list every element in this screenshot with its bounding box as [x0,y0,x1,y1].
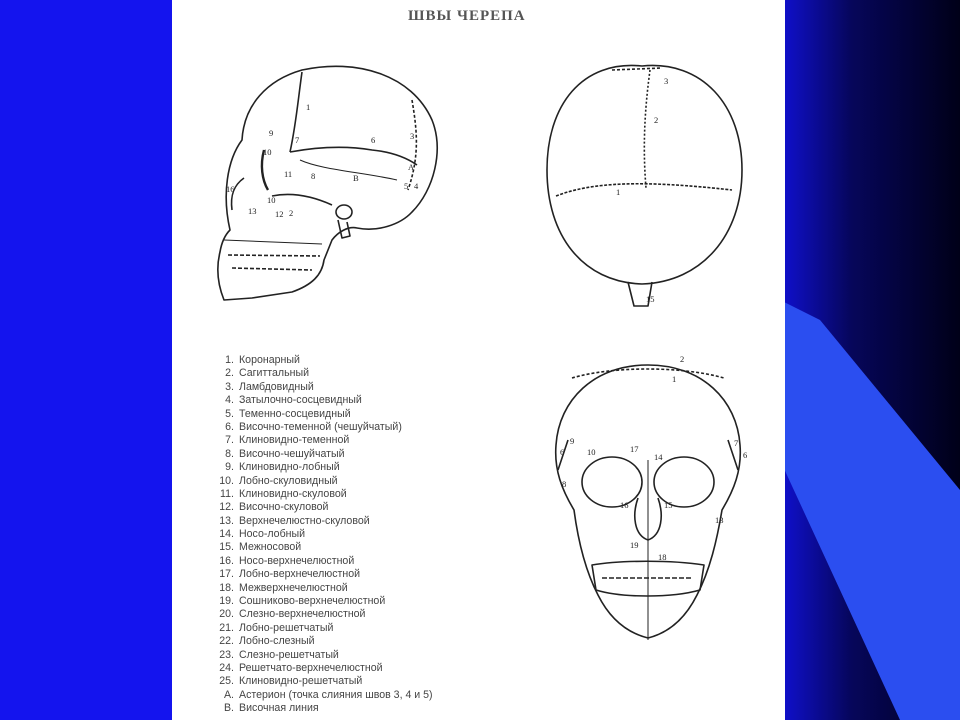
legend-item-text: Лобно-слезный [239,635,315,648]
document-page [172,0,785,720]
label-lateral-2: 2 [289,208,294,218]
legend-item-text: Лобно-скуловидный [239,474,338,487]
legend-item [214,394,433,407]
legend-item-number: 24. [219,661,234,674]
legend-item-number: 10. [219,474,234,487]
legend-item-text: Сагиттальный [239,367,310,380]
legend-item [214,475,433,488]
legend-item [214,568,433,581]
legend-item-number: 7. [225,434,234,447]
label-lateral-6: 6 [371,135,376,145]
label-lateral-11: 11 [284,169,293,179]
legend-item-text: Клиновидно-лобный [239,461,340,474]
label-lateral-A: A [408,162,415,172]
legend-item-text: Височно-теменной (чешуйчатый) [239,420,402,433]
legend-item [214,461,433,474]
legend-item-text: Астерион (точка слияния швов 3, 4 и 5) [239,688,433,701]
legend-item-text: Височно-чешуйчатый [239,447,345,460]
label-lateral-12: 12 [275,209,284,219]
legend-item [214,501,433,514]
legend-item-number: 25. [219,675,234,688]
label-front-15: 15 [664,500,673,510]
legend-item-text: Решетчато-верхнечелюстной [239,661,383,674]
label-lateral-10a: 10 [263,147,272,157]
legend-item-number: 15. [219,541,234,554]
legend-item-number: 23. [219,648,234,661]
skull-superior-view [547,65,742,306]
label-front-18: 18 [658,552,667,562]
legend-item-number: 20. [219,608,234,621]
legend-item [214,541,433,554]
legend-item-number: 6. [225,420,234,433]
legend-item-text: Слезно-верхнечелюстной [239,608,366,621]
legend-item-number: 8. [225,447,234,460]
legend-item-number: 18. [219,581,234,594]
legend-item [214,608,433,621]
label-front-19: 19 [630,540,639,550]
legend-item-text: Лобно-решетчатый [239,621,334,634]
label-top-2: 2 [654,115,659,125]
label-front-9: 9 [570,436,575,446]
legend-item-number: 9. [225,461,234,474]
legend-item-text: Носо-верхнечелюстной [239,554,355,567]
legend-item [214,595,433,608]
legend-item-text: Верхнечелюстно-скуловой [239,514,370,527]
legend-item-text: Теменно-сосцевидный [239,407,351,420]
legend-item-number: 2. [225,367,234,380]
label-lateral-13: 13 [248,206,257,216]
legend-item-number: 21. [219,621,234,634]
legend-item [214,421,433,434]
label-front-17: 17 [630,444,639,454]
legend-item-number: 1. [225,354,234,366]
legend-item [214,649,433,662]
legend-item-text: Ламбдовидный [239,380,314,393]
label-front-1: 1 [672,374,677,384]
legend-item-number: 16. [219,554,234,567]
legend-item-number: 14. [219,528,234,541]
background-accent-stripe [780,300,960,720]
label-lateral-3: 3 [410,131,415,141]
label-front-13: 13 [715,515,724,525]
label-top-3: 3 [664,76,669,86]
legend-item-text: Височная линия [239,702,319,715]
legend-item [214,354,433,367]
label-lateral-9: 9 [269,128,274,138]
legend-item-text: Коронарный [239,354,300,366]
legend-item-number: B. [223,702,234,715]
label-lateral-10b: 10 [267,195,276,205]
legend-item-text: Клиновидно-скуловой [239,487,347,500]
label-lateral-7: 7 [295,135,300,145]
legend-item-text: Носо-лобный [239,528,306,541]
legend-item-text: Межносовой [239,541,302,554]
legend-item-text: Клиновидно-решетчатый [239,675,363,688]
label-front-8: 8 [562,479,567,489]
label-front-6b: 6 [743,450,748,460]
front-number-labels [560,354,747,562]
legend-item-number: 19. [219,595,234,608]
label-lateral-5: 5 [404,181,409,191]
legend-item [214,408,433,421]
label-lateral-8: 8 [311,171,316,181]
label-lateral-1: 1 [306,102,311,112]
legend-item-text: Височно-скуловой [239,501,329,514]
legend-item-number: 5. [225,407,234,420]
legend-item [214,367,433,380]
top-number-labels [616,76,668,304]
legend-item-text: Клиновидно-теменной [239,434,350,447]
label-front-2: 2 [680,354,685,364]
suture-legend [214,354,433,716]
legend-item [214,381,433,394]
legend-item-text: Слезно-решетчатый [239,648,339,661]
legend-item [214,434,433,447]
legend-item [214,582,433,595]
page-title: ШВЫ ЧЕРЕПА [408,8,526,24]
legend-item-number: 3. [225,380,234,393]
label-lateral-4: 4 [414,181,419,191]
label-front-10: 10 [587,447,596,457]
legend-item [214,689,433,702]
label-lateral-16: 16 [226,184,235,194]
legend-item-number: 4. [225,394,234,407]
legend-item [214,515,433,528]
legend-item [214,555,433,568]
label-front-6a: 6 [560,447,565,457]
legend-item [214,448,433,461]
legend-item-number: A. [223,688,234,701]
legend-item [214,488,433,501]
background-left-panel [0,0,172,720]
skull-anterior-view [556,365,741,640]
legend-item-number: 11. [220,487,234,500]
legend-item [214,528,433,541]
legend-item [214,675,433,688]
legend-item [214,662,433,675]
legend-item [214,622,433,635]
legend-item-number: 22. [219,635,234,648]
legend-item-text: Сошниково-верхнечелюстной [239,595,386,608]
label-front-16: 16 [620,500,629,510]
legend-item-number: 13. [219,514,234,527]
legend-item-text: Затылочно-сосцевидный [239,394,362,407]
legend-item-text: Лобно-верхнечелюстной [239,568,361,581]
label-top-1: 1 [616,187,621,197]
label-front-14: 14 [654,452,663,462]
legend-item-text: Межверхнечелюстной [239,581,348,594]
legend-item-number: 12. [219,501,234,514]
legend-item [214,635,433,648]
label-lateral-B: B [353,173,359,183]
legend-item-number: 17. [219,568,234,581]
label-top-15: 15 [646,294,655,304]
label-front-7: 7 [734,438,739,448]
legend-item [214,702,433,715]
